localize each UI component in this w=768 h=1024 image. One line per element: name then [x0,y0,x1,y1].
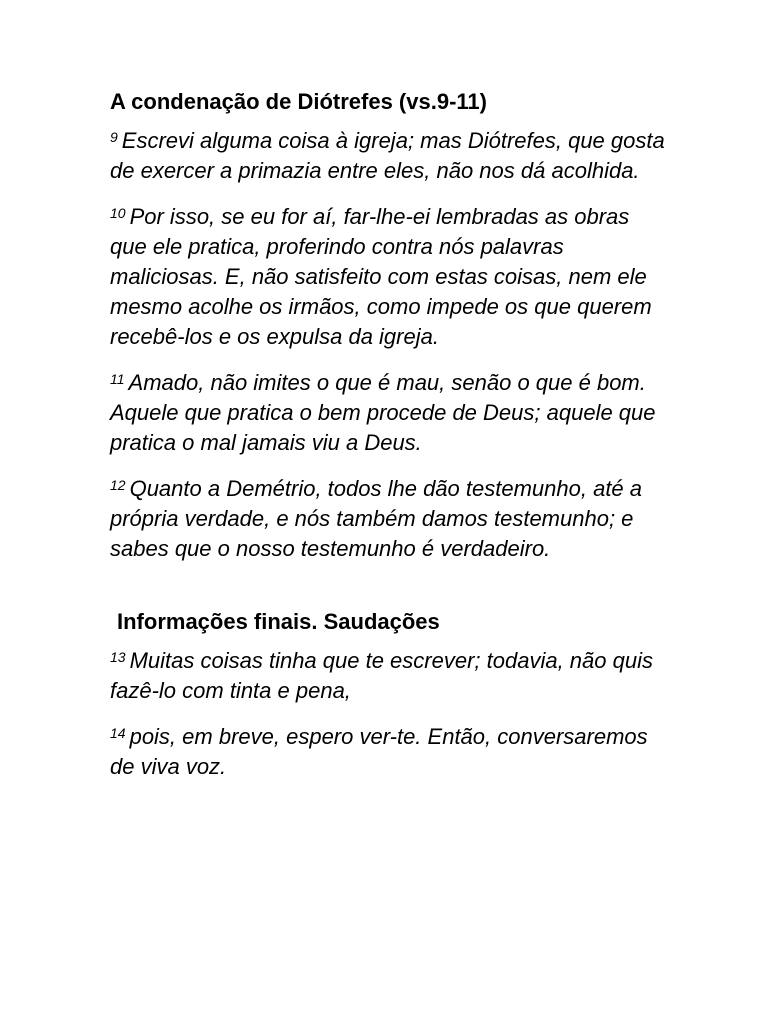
section-heading: A condenação de Diótrefes (vs.9-11) [110,89,487,114]
verse-text: Amado, não imites o que é mau, senão o que é bom. Aquele que pratica o bem procede de Deus; aquele que pratica o mal jamais viu a Deus. [110,370,656,455]
verse-number: 14 [110,725,126,741]
verse-12 [110,470,670,564]
verse-text: Por isso, se eu for aí, far-lhe-ei lembradas as obras que ele pratica, proferindo contra nós palavras maliciosas. E, não satisfeito com estas coisas, nem ele mesmo acolhe os irmãos, como impede os que querem recebê-los e os expulsa da igreja. [110,204,652,349]
verse-number: 9 [110,129,118,145]
verse-text: Muitas coisas tinha que te escrever; todavia, não quis fazê-lo com tinta e pena, [110,648,653,703]
verse-text: Escrevi alguma coisa à igreja; mas Diótrefes, que gosta de exercer a primazia entre eles, não nos dá acolhida. [110,128,665,183]
verse-text: Quanto a Demétrio, todos lhe dão testemunho, até a própria verdade, e nós também damos testemunho; e sabes que o nosso testemunho é verdadeiro. [110,476,643,561]
verse-number: 11 [110,371,125,387]
verse-9 [110,122,670,186]
verse-14 [110,718,670,782]
verse-text: pois, em breve, espero ver-te. Então, conversaremos de viva voz. [110,724,648,779]
verse-13 [110,642,670,706]
section-heading: Informações finais. Saudações [117,609,440,634]
verse-11 [110,364,670,458]
verse-number: 12 [110,477,126,493]
verse-number: 10 [110,205,126,221]
verse-number: 13 [110,649,126,665]
verse-10 [110,198,670,352]
